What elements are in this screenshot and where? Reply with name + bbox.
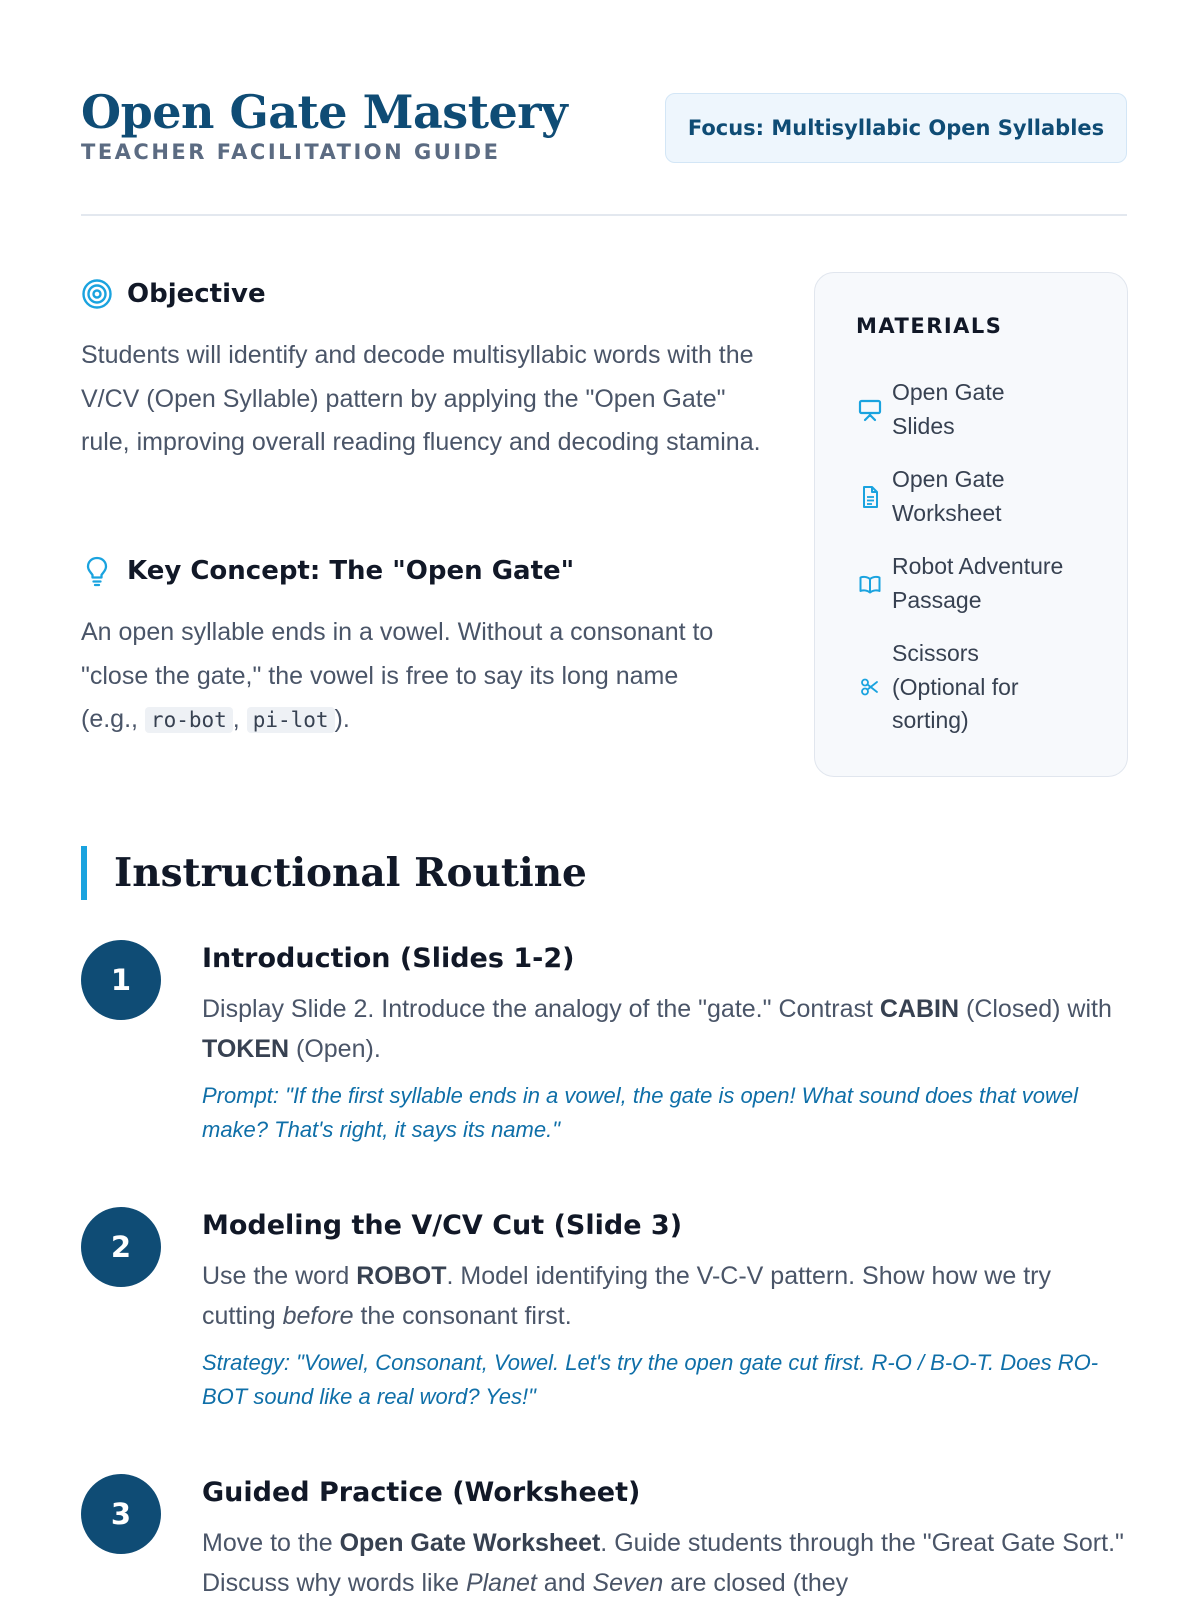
example-pi-lot: pi-lot: [247, 707, 335, 733]
page-header: [81, 84, 1127, 216]
step-description: Move to the Open Gate Worksheet. Guide students through the "Great Gate Sort." Discuss why words like Planet and Seven are closed (they: [202, 1529, 1124, 1597]
step-2: [202, 1208, 1127, 1413]
step-number: 3: [81, 1474, 161, 1554]
step-1: [202, 941, 1127, 1146]
key-concept-title: Key Concept: The "Open Gate": [127, 556, 575, 586]
material-label: Robot Adventure Passage: [892, 553, 1064, 613]
book-icon: [856, 573, 884, 595]
materials-card: [814, 272, 1128, 777]
lightbulb-icon: [81, 555, 113, 587]
step-3: [202, 1475, 1127, 1600]
material-item: [856, 376, 1022, 443]
step-title: Introduction (Slides 1-2): [202, 943, 575, 974]
example-ro-bot: ro-bot: [145, 707, 233, 733]
material-label: Scissors (Optional for sorting): [892, 640, 1019, 733]
materials-title: MATERIALS: [856, 314, 1003, 338]
material-item: [856, 550, 1092, 617]
material-label: Open Gate Slides: [892, 379, 1005, 439]
material-item: [856, 463, 1027, 530]
material-label: Open Gate Worksheet: [892, 466, 1005, 526]
key-concept-heading: [81, 555, 574, 587]
objective-text: Students will identify and decode multisyllabic words with the V/CV (Open Syllable) pattern by applying the "Open Gate" rule, improving overall reading fluency and decoding stamina.: [81, 341, 761, 456]
target-icon: [81, 278, 113, 310]
step-number: 1: [81, 940, 161, 1020]
key-concept-text: An open syllable ends in a vowel. Without a consonant to "close the gate," the vowel is free to say its long name (e.g., ro-bot , pi-lot ).: [81, 618, 714, 733]
focus-badge: Focus: Multisyllabic Open Syllables: [665, 93, 1127, 163]
material-item: [856, 637, 1042, 738]
step-prompt: Strategy: "Vowel, Consonant, Vowel. Let's try the open gate cut first. R-O / B-O-T. Does RO-BOT sound like a real word? Yes!": [202, 1350, 1099, 1409]
objective-heading: [81, 278, 266, 310]
objective-title: Objective: [127, 279, 266, 309]
routine-heading: [81, 846, 587, 900]
page-title: Open Gate Mastery: [81, 85, 568, 139]
step-number: 2: [81, 1207, 161, 1287]
step-description: Display Slide 2. Introduce the analogy of the "gate." Contrast CABIN (Closed) with TOKEN (Open).: [202, 995, 1112, 1063]
document-icon: [856, 485, 884, 509]
page-subtitle: TEACHER FACILITATION GUIDE: [81, 140, 501, 164]
step-description: Use the word ROBOT. Model identifying the V-C-V pattern. Show how we try cutting before the consonant first.: [202, 1262, 1051, 1330]
routine-title: Instructional Routine: [114, 850, 587, 896]
presentation-icon: [856, 397, 884, 423]
step-prompt: Prompt: "If the first syllable ends in a vowel, the gate is open! What sound does that vowel make? That's right, it says its name.": [202, 1083, 1079, 1142]
step-title: Modeling the V/CV Cut (Slide 3): [202, 1210, 683, 1241]
scissors-icon: [856, 677, 884, 697]
step-title: Guided Practice (Worksheet): [202, 1477, 641, 1508]
